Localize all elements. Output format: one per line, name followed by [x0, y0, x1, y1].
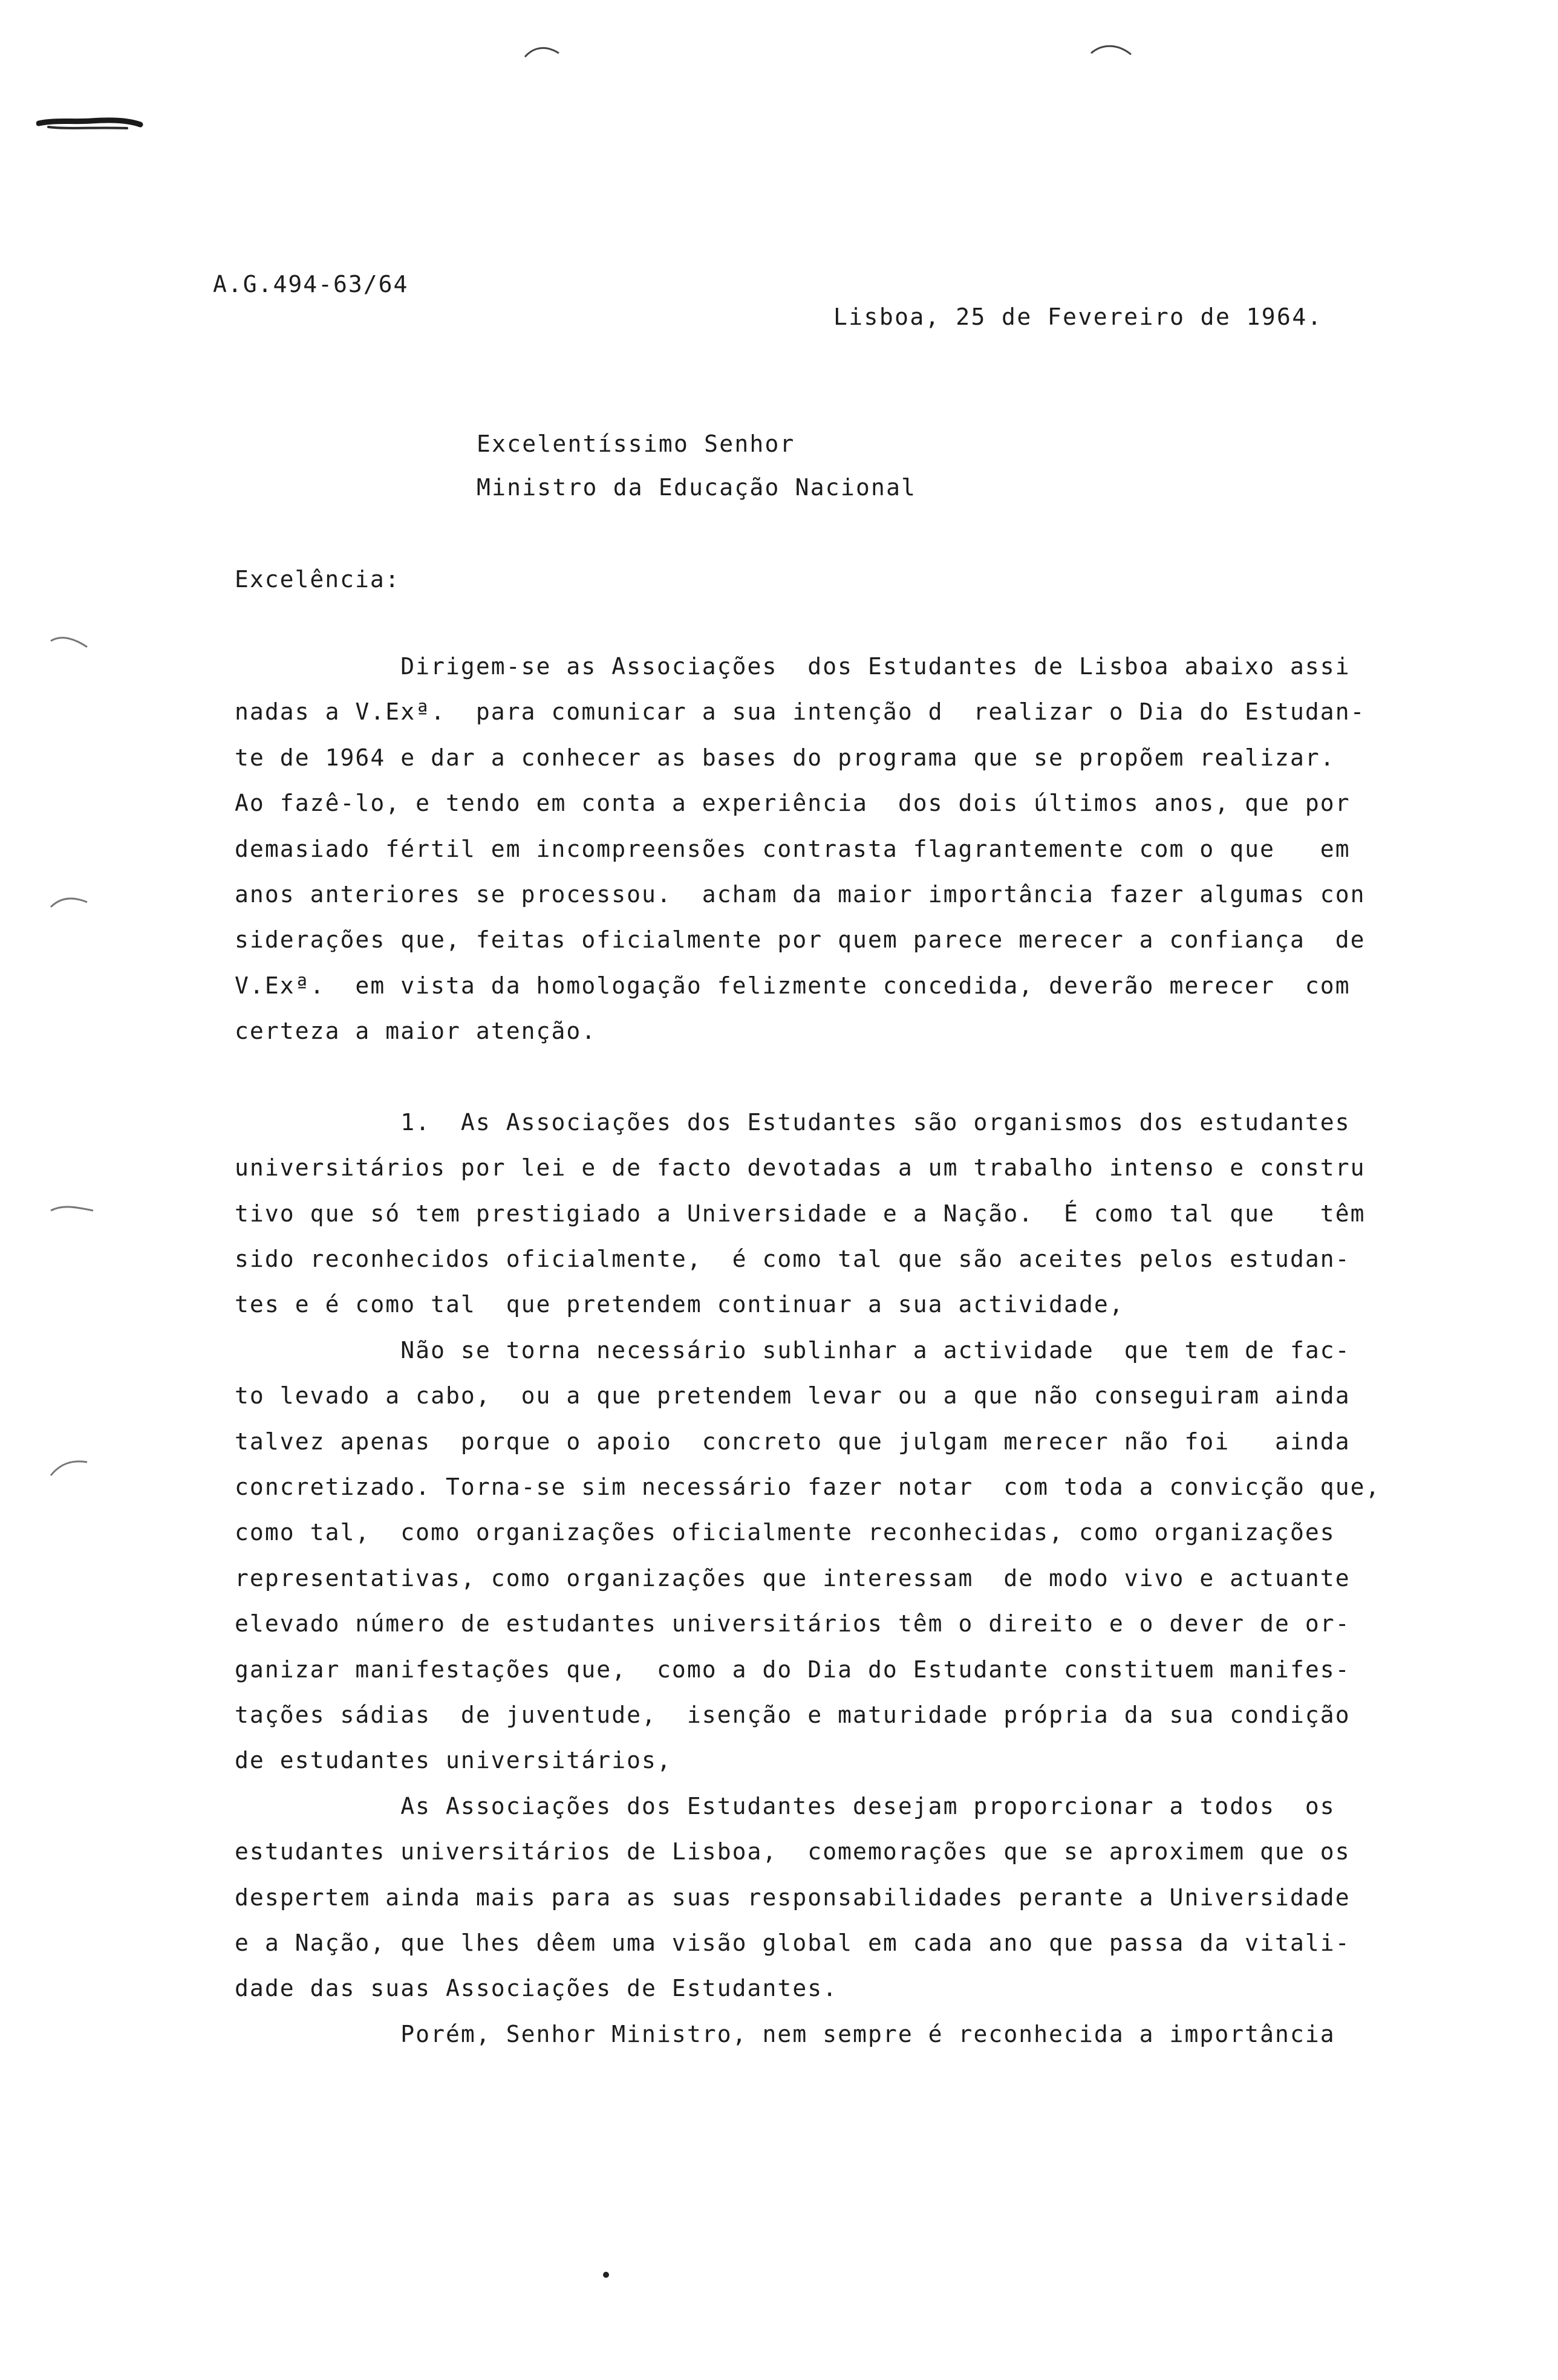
body-line: to levado a cabo, ou a que pretendem levar ou a que não conseguiram ainda	[235, 1382, 1351, 1409]
body-line: siderações que, feitas oficialmente por quem parece merecer a confiança de	[235, 926, 1366, 954]
ink-smudge-mark	[36, 109, 145, 145]
body-line: elevado número de estudantes universitários têm o direito e o dever de or-	[235, 1610, 1351, 1637]
body-line: e a Nação, que lhes dêem uma visão global em cada ano que passa da vitali-	[235, 1929, 1351, 1956]
body-line: como tal, como organizações oficialmente reconhecidas, como organizações	[235, 1519, 1335, 1546]
body-line: ganizar manifestações que, como a do Dia do Estudante constituem manifes-	[235, 1656, 1351, 1683]
punch-hole-mark	[521, 39, 564, 63]
body-line: Dirigem-se as Associações dos Estudantes de Lisboa abaixo assi	[235, 653, 1351, 680]
body-line: dade das suas Associações de Estudantes.	[235, 1975, 838, 2002]
body-line: Porém, Senhor Ministro, nem sempre é reconhecida a importância	[235, 2020, 1335, 2047]
body-line: despertem ainda mais para as suas responsabilidades perante a Universidade	[235, 1884, 1351, 1911]
body-line: estudantes universitários de Lisboa, comemorações que se aproximem que os	[235, 1838, 1351, 1865]
body-line: talvez apenas porque o apoio concreto que julgam merecer não foi ainda	[235, 1428, 1351, 1455]
body-line: tações sádias de juventude, isenção e maturidade própria da sua condição	[235, 1701, 1351, 1728]
document-reference: A.G.494-63/64	[213, 271, 409, 298]
body-line: 1. As Associações dos Estudantes são organismos dos estudantes	[235, 1108, 1351, 1136]
body-line: anos anteriores se processou. acham da maior importância fazer algumas con	[235, 880, 1366, 908]
body-line: universitários por lei e de facto devotadas a um trabalho intenso e constru	[235, 1154, 1366, 1182]
body-line: concretizado. Torna-se sim necessário fazer notar com toda a convicção que,	[235, 1474, 1381, 1501]
paragraph-gap	[235, 1064, 1481, 1109]
body-line: certeza a maior atenção.	[235, 1018, 597, 1045]
body-line: demasiado fértil em incompreensões contrasta flagrantemente com o que em	[235, 835, 1351, 862]
punch-hole-mark	[1087, 39, 1136, 63]
body-line: representativas, como organizações que interessam de modo vivo e actuante	[235, 1564, 1351, 1592]
body-line: tivo que só tem prestigiado a Universidade e a Nação. É como tal que têm	[235, 1200, 1366, 1227]
addressee-line: Excelentíssimo Senhor	[477, 431, 795, 457]
margin-mark	[48, 1451, 91, 1481]
ink-dot-mark	[600, 2269, 612, 2281]
body-line: Não se torna necessário sublinhar a actividade que tem de fac-	[235, 1336, 1351, 1364]
letter-body	[235, 653, 1481, 2066]
body-line: V.Exª. em vista da homologação felizmente concedida, deverão merecer com	[235, 972, 1351, 999]
body-line: te de 1964 e dar a conhecer as bases do programa que se propõem realizar.	[235, 744, 1335, 771]
salutation: Excelência:	[235, 566, 400, 593]
margin-mark	[48, 629, 91, 653]
body-line: sido reconhecidos oficialmente, é como tal que são aceites pelos estudan-	[235, 1246, 1351, 1273]
body-line: de estudantes universitários,	[235, 1747, 672, 1774]
margin-mark	[48, 1197, 97, 1221]
addressee-line: Ministro da Educação Nacional	[477, 474, 917, 501]
margin-mark	[48, 889, 91, 913]
body-line: tes e é como tal que pretendem continuar a sua actividade,	[235, 1291, 1124, 1318]
body-line: As Associações dos Estudantes desejam proporcionar a todos os	[235, 1792, 1335, 1819]
place-and-date: Lisboa, 25 de Fevereiro de 1964.	[833, 304, 1323, 330]
body-line: Ao fazê-lo, e tendo em conta a experiência dos dois últimos anos, que por	[235, 790, 1351, 817]
body-line: nadas a V.Exª. para comunicar a sua intenção d realizar o Dia do Estudan-	[235, 698, 1366, 726]
